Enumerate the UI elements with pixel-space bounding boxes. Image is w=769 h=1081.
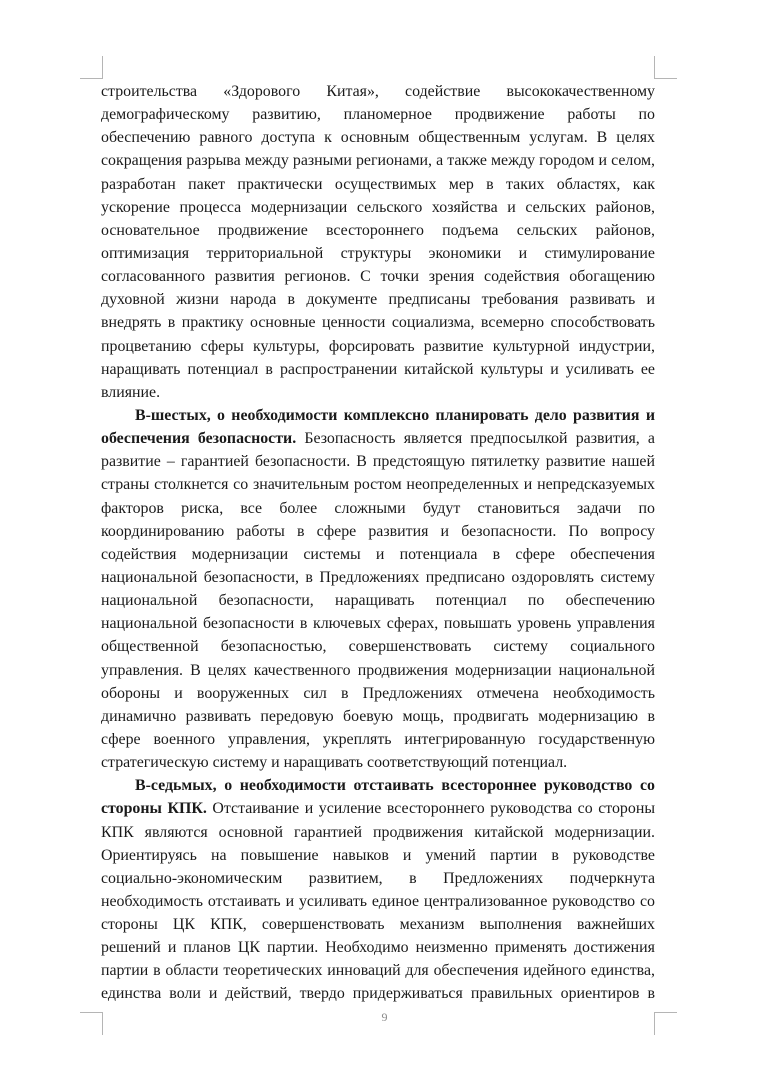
text-line: влияние. bbox=[101, 383, 161, 401]
bold-heading: В-шестых, о необходимости комплексно планировать дело развития и bbox=[135, 406, 655, 424]
text-line: национальной безопасности, наращивать потенциал по обеспечению bbox=[101, 592, 655, 610]
text-line: ускорение процесса модернизации сельского хозяйства и сельских районов, bbox=[101, 198, 655, 216]
text-run: Отстаивание и усиление всестороннего руководства со стороны bbox=[206, 800, 655, 818]
text-line: процветанию сферы культуры, форсировать развитие культурной индустрии, bbox=[101, 337, 655, 355]
text-line: социально-экономическим развитием, в Предложениях подчеркнута bbox=[101, 869, 655, 887]
text-line: духовной жизни народа в документе предписаны требования развивать и bbox=[101, 291, 655, 309]
text-line bbox=[101, 797, 655, 820]
page-number: 9 bbox=[381, 1010, 388, 1024]
text-run: Безопасность является предпосылкой развития, а bbox=[296, 430, 655, 448]
text-line: согласованного развития регионов. С точки зрения содействия обогащению bbox=[101, 268, 655, 286]
text-line bbox=[101, 774, 655, 797]
text-line: необходимость отстаивать и усиливать единое централизованное руководство со bbox=[101, 892, 655, 910]
text-line: Ориентируясь на повышение навыков и умений партии в руководстве bbox=[101, 846, 655, 864]
body-text bbox=[101, 80, 655, 1006]
text-line: координированию работы в сфере развития и безопасности. По вопросу bbox=[101, 522, 655, 540]
text-line: национальной безопасности, в Предложениях предписано оздоровлять систему bbox=[101, 568, 655, 586]
text-line: факторов риска, все более сложными будут становиться задачи по bbox=[101, 499, 655, 517]
text-line: строительства «Здорового Китая», содействие высококачественному bbox=[101, 83, 655, 100]
text-line bbox=[101, 404, 655, 427]
text-line: партии в области теоретических инноваций для обеспечения идейного единства, bbox=[101, 962, 655, 980]
text-line: наращивать потенциал в распространении китайской культуры и усиливать ее bbox=[101, 360, 655, 378]
bold-heading: стороны КПК. bbox=[101, 800, 207, 818]
crop-mark-top-right bbox=[654, 56, 677, 79]
text-line: динамично развивать передовую боевую мощь, продвигать модернизацию в bbox=[101, 707, 655, 725]
text-line: сфере военного управления, укреплять интегрированную государственную bbox=[101, 730, 655, 748]
text-line: общественной безопасностью, совершенствовать систему социального bbox=[101, 638, 655, 656]
text-line: стратегическую систему и наращивать соответствующий потенциал. bbox=[101, 754, 568, 772]
text-line: единства воли и действий, твердо придерживаться правильных ориентиров в bbox=[101, 985, 655, 1003]
crop-mark-top-left bbox=[80, 56, 103, 79]
text-line: демографическому развитию, планомерное продвижение работы по bbox=[101, 106, 655, 124]
text-line bbox=[101, 427, 655, 450]
text-line: разработан пакет практически осуществимых мер в таких областях, как bbox=[101, 175, 655, 193]
text-line: страны столкнется со значительным ростом неопределенных и непредсказуемых bbox=[101, 476, 655, 494]
text-line: КПК являются основной гарантией продвижения китайской модернизации. bbox=[101, 823, 655, 841]
text-line: основательное продвижение всестороннего подъема сельских районов, bbox=[101, 221, 655, 239]
text-line: решений и планов ЦК партии. Необходимо неизменно применять достижения bbox=[101, 939, 655, 957]
text-line: обороны и вооруженных сил в Предложениях отмечена необходимость bbox=[101, 684, 655, 702]
bold-heading: В-седьмых, о необходимости отстаивать всестороннее руководство со bbox=[135, 777, 655, 795]
text-line: развитие – гарантией безопасности. В предстоящую пятилетку развитие нашей bbox=[101, 453, 655, 471]
text-line: сокращения разрыва между разными регионами, а также между городом и селом, bbox=[101, 152, 655, 170]
text-line: управления. В целях качественного продвижения модернизации национальной bbox=[101, 661, 655, 679]
text-line: содействия модернизации системы и потенциала в сфере обеспечения bbox=[101, 545, 655, 563]
text-line: оптимизация территориальной структуры экономики и стимулирование bbox=[101, 244, 655, 262]
text-line: стороны ЦК КПК, совершенствовать механизм выполнения важнейших bbox=[101, 916, 655, 934]
text-line: обеспечению равного доступа к основным общественным услугам. В целях bbox=[101, 129, 655, 147]
text-line: внедрять в практику основные ценности социализма, всемерно способствовать bbox=[101, 314, 655, 332]
text-line: национальной безопасности в ключевых сферах, повышать уровень управления bbox=[101, 615, 655, 633]
bold-heading: обеспечения безопасности. bbox=[101, 430, 297, 448]
